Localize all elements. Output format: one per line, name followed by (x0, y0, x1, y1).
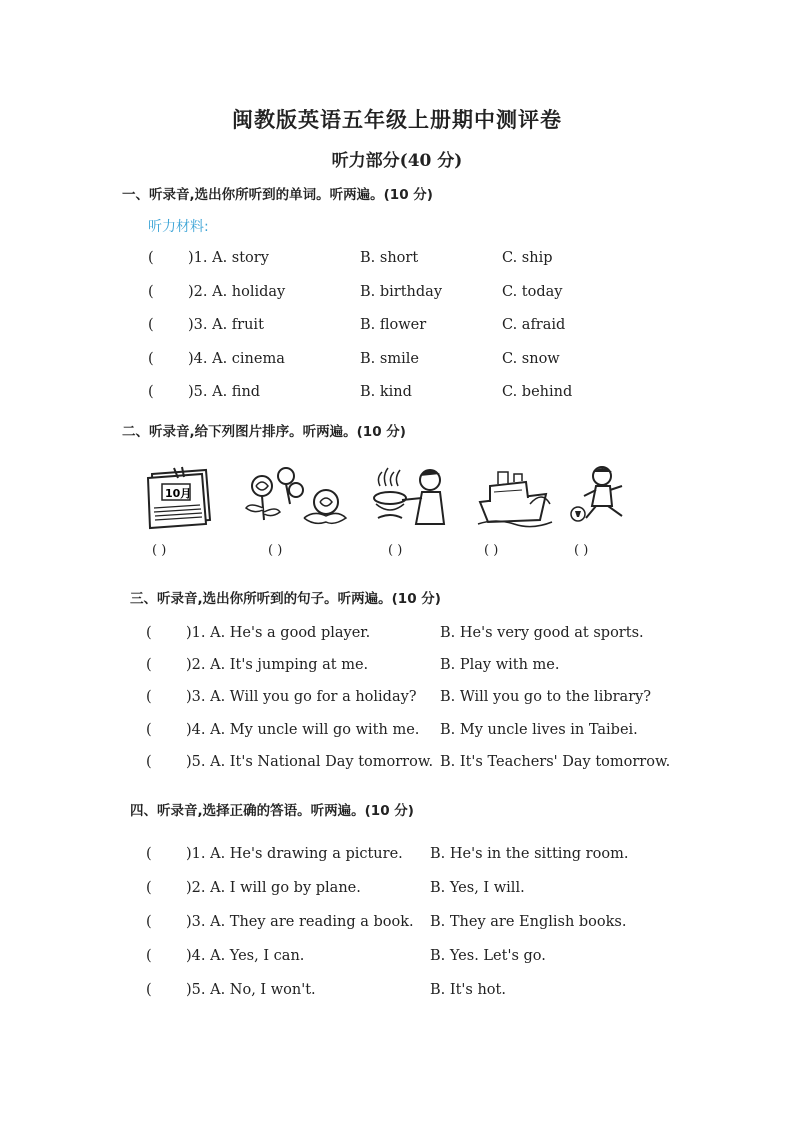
option-a: )3. A. They are reading a book. (186, 914, 414, 930)
section3-heading: 三、听录音,选出你所听到的句子。听两遍。(10 分) (130, 591, 441, 607)
option-a: )5. A. No, I won't. (186, 982, 316, 998)
question-row (0, 846, 794, 866)
answer-paren: ( (146, 721, 152, 738)
option-a: )1. A. He's a good player. (186, 625, 371, 641)
option-b: B. Play with me. (440, 657, 560, 674)
answer-paren: ( (146, 914, 152, 930)
question-row (0, 384, 794, 404)
option-b: B. It's hot. (430, 982, 506, 998)
answer-paren: ( (146, 625, 152, 641)
ship-picture (476, 464, 556, 530)
option-b: B. He's in the sitting room. (430, 846, 629, 862)
flowers-picture (240, 464, 350, 530)
option-b: B. smile (360, 350, 419, 367)
question-row (0, 689, 794, 709)
option-b: B. birthday (360, 283, 443, 300)
section4-heading: 四、听录音,选择正确的答语。听两遍。(10 分) (130, 803, 414, 819)
option-a: )5. A. find (188, 384, 261, 400)
option-c: C. ship (502, 250, 553, 266)
option-b: B. They are English books. (430, 914, 627, 930)
answer-paren: ( (146, 689, 152, 706)
answer-paren: ( (146, 948, 152, 964)
picture-answer-paren: ( ) (268, 543, 283, 558)
option-a: )2. A. It's jumping at me. (186, 657, 369, 674)
option-b: B. My uncle lives in Taibei. (440, 721, 638, 738)
option-b: B. Yes, I will. (430, 880, 525, 896)
question-row (0, 982, 794, 1002)
option-b: B. He's very good at sports. (440, 625, 644, 641)
question-row (0, 722, 794, 742)
option-b: B. Yes. Let's go. (430, 948, 546, 964)
page-subtitle: 听力部分(40 分) (331, 151, 463, 171)
option-a: )5. A. It's National Day tomorrow. (186, 753, 434, 770)
question-row (0, 948, 794, 968)
answer-paren: ( (148, 317, 154, 333)
question-row (0, 754, 794, 774)
option-c: C. behind (502, 384, 573, 400)
picture-answer-paren: ( ) (388, 543, 403, 558)
answer-paren: ( (148, 384, 154, 400)
section2-heading: 二、听录音,给下列图片排序。听两遍。(10 分) (122, 424, 406, 440)
option-a: )4. A. My uncle will go with me. (186, 721, 420, 738)
answer-paren: ( (146, 657, 152, 674)
listening-material-note: 听力材料: (148, 219, 209, 235)
answer-paren: ( (146, 846, 152, 862)
question-row (0, 250, 794, 270)
answer-paren: ( (148, 283, 154, 300)
question-row (0, 914, 794, 934)
calendar-label: 10月 (165, 487, 192, 500)
option-b: B. kind (360, 384, 412, 400)
question-row (0, 317, 794, 337)
option-c: C. today (502, 283, 563, 300)
picture-answer-paren: ( ) (574, 543, 589, 558)
page-title: 闽教版英语五年级上册期中测评卷 (232, 107, 562, 132)
option-c: C. afraid (502, 317, 566, 333)
option-a: )1. A. story (188, 250, 269, 266)
option-b: B. flower (360, 317, 427, 333)
answer-paren: ( (148, 350, 154, 367)
question-row (0, 880, 794, 900)
option-a: )4. A. Yes, I can. (186, 948, 305, 964)
option-b: B. It's Teachers' Day tomorrow. (440, 753, 671, 770)
answer-paren: ( (148, 250, 154, 266)
picture-answer-paren: ( ) (484, 543, 499, 558)
option-a: )3. A. Will you go for a holiday? (186, 689, 417, 706)
cooking-picture (372, 464, 452, 530)
football-picture (566, 464, 632, 530)
option-a: )3. A. fruit (188, 317, 264, 333)
answer-paren: ( (146, 880, 152, 896)
picture-answer-paren: ( ) (152, 543, 167, 558)
option-b: B. short (360, 250, 419, 266)
option-a: )4. A. cinema (188, 350, 285, 367)
answer-paren: ( (146, 753, 152, 770)
question-row (0, 284, 794, 304)
question-row (0, 351, 794, 371)
calendar-picture (144, 464, 216, 530)
question-row (0, 657, 794, 677)
option-a: )2. A. holiday (188, 283, 286, 300)
section1-heading: 一、听录音,选出你所听到的单词。听两遍。(10 分) (122, 187, 433, 203)
option-a: )2. A. I will go by plane. (186, 880, 361, 896)
option-a: )1. A. He's drawing a picture. (186, 846, 403, 862)
option-c: C. snow (502, 350, 560, 367)
answer-paren: ( (146, 982, 152, 998)
question-row (0, 625, 794, 645)
option-b: B. Will you go to the library? (440, 689, 652, 706)
